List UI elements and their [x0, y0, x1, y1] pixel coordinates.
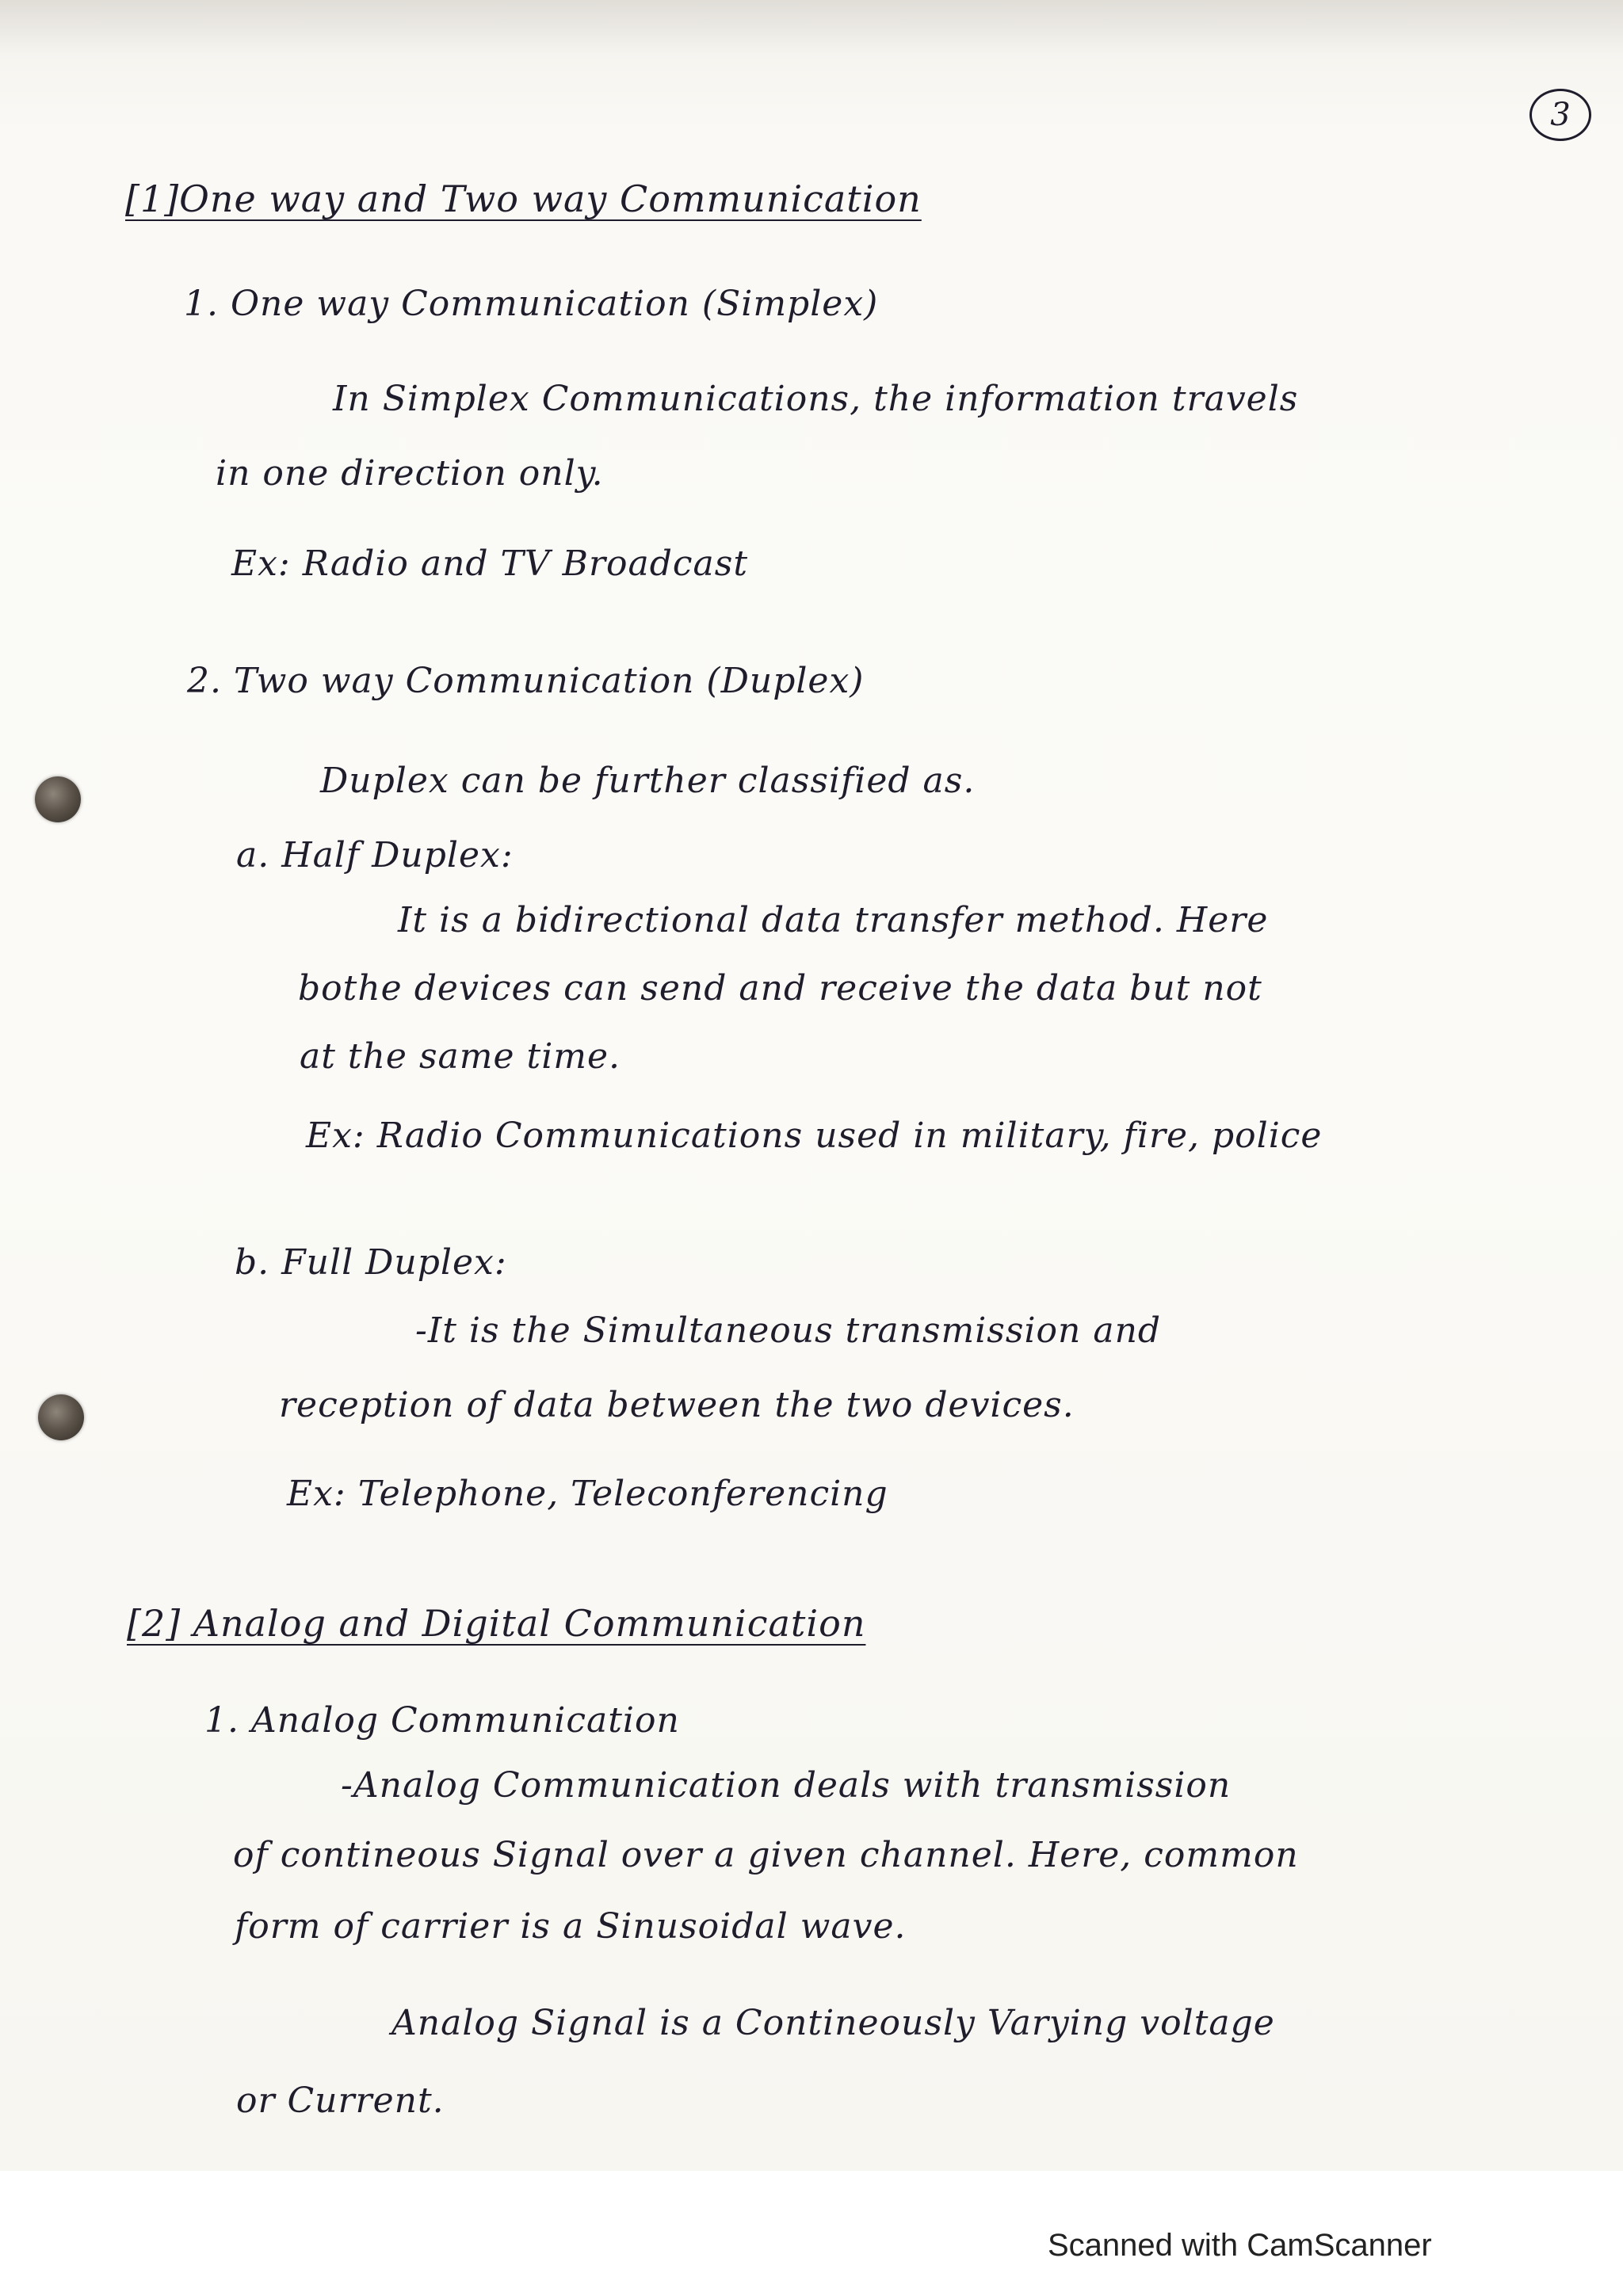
half-duplex-line-1: It is a bidirectional data transfer method. Here: [398, 900, 1269, 940]
full-duplex-title: b. Full Duplex:: [235, 1242, 507, 1283]
camscanner-watermark: Scanned with CamScanner: [1048, 2228, 1432, 2263]
section1-heading: [1]One way and Two way Communication: [125, 177, 922, 220]
half-duplex-line-3: at the same time.: [300, 1036, 621, 1077]
simplex-line-2: in one direction only.: [216, 453, 604, 494]
analog-line-4: Analog Signal is a Contineously Varying voltage: [391, 2003, 1275, 2043]
analog-line-1: -Analog Communication deals with transmission: [341, 1765, 1232, 1806]
duplex-title: 2. Two way Communication (Duplex): [187, 661, 865, 701]
page-top-shadow: [0, 0, 1623, 55]
half-duplex-line-2: bothe devices can send and receive the data but not: [298, 968, 1262, 1009]
binder-hole: [38, 1394, 84, 1440]
simplex-title: 1. One way Communication (Simplex): [184, 284, 879, 324]
full-duplex-line-1: -It is the Simultaneous transmission and: [415, 1310, 1162, 1351]
section2-heading: [2] Analog and Digital Communication: [127, 1602, 866, 1645]
duplex-intro: Duplex can be further classified as.: [320, 761, 976, 801]
analog-title: 1. Analog Communication: [204, 1700, 680, 1741]
full-duplex-line-2: reception of data between the two devices.: [279, 1385, 1075, 1425]
half-duplex-example: Ex: Radio Communications used in military, fire, police: [306, 1116, 1323, 1156]
binder-hole: [35, 776, 81, 822]
page-number: 3: [1529, 89, 1591, 141]
analog-line-5: or Current.: [236, 2081, 445, 2121]
analog-line-3: form of carrier is a Sinusoidal wave.: [235, 1906, 907, 1947]
full-duplex-example: Ex: Telephone, Teleconferencing: [287, 1474, 888, 1514]
half-duplex-title: a. Half Duplex:: [236, 835, 514, 875]
analog-line-2: of contineous Signal over a given channel. Here, common: [233, 1835, 1299, 1875]
simplex-line-1: In Simplex Communications, the information travels: [333, 379, 1299, 419]
simplex-example: Ex: Radio and TV Broadcast: [231, 543, 749, 584]
